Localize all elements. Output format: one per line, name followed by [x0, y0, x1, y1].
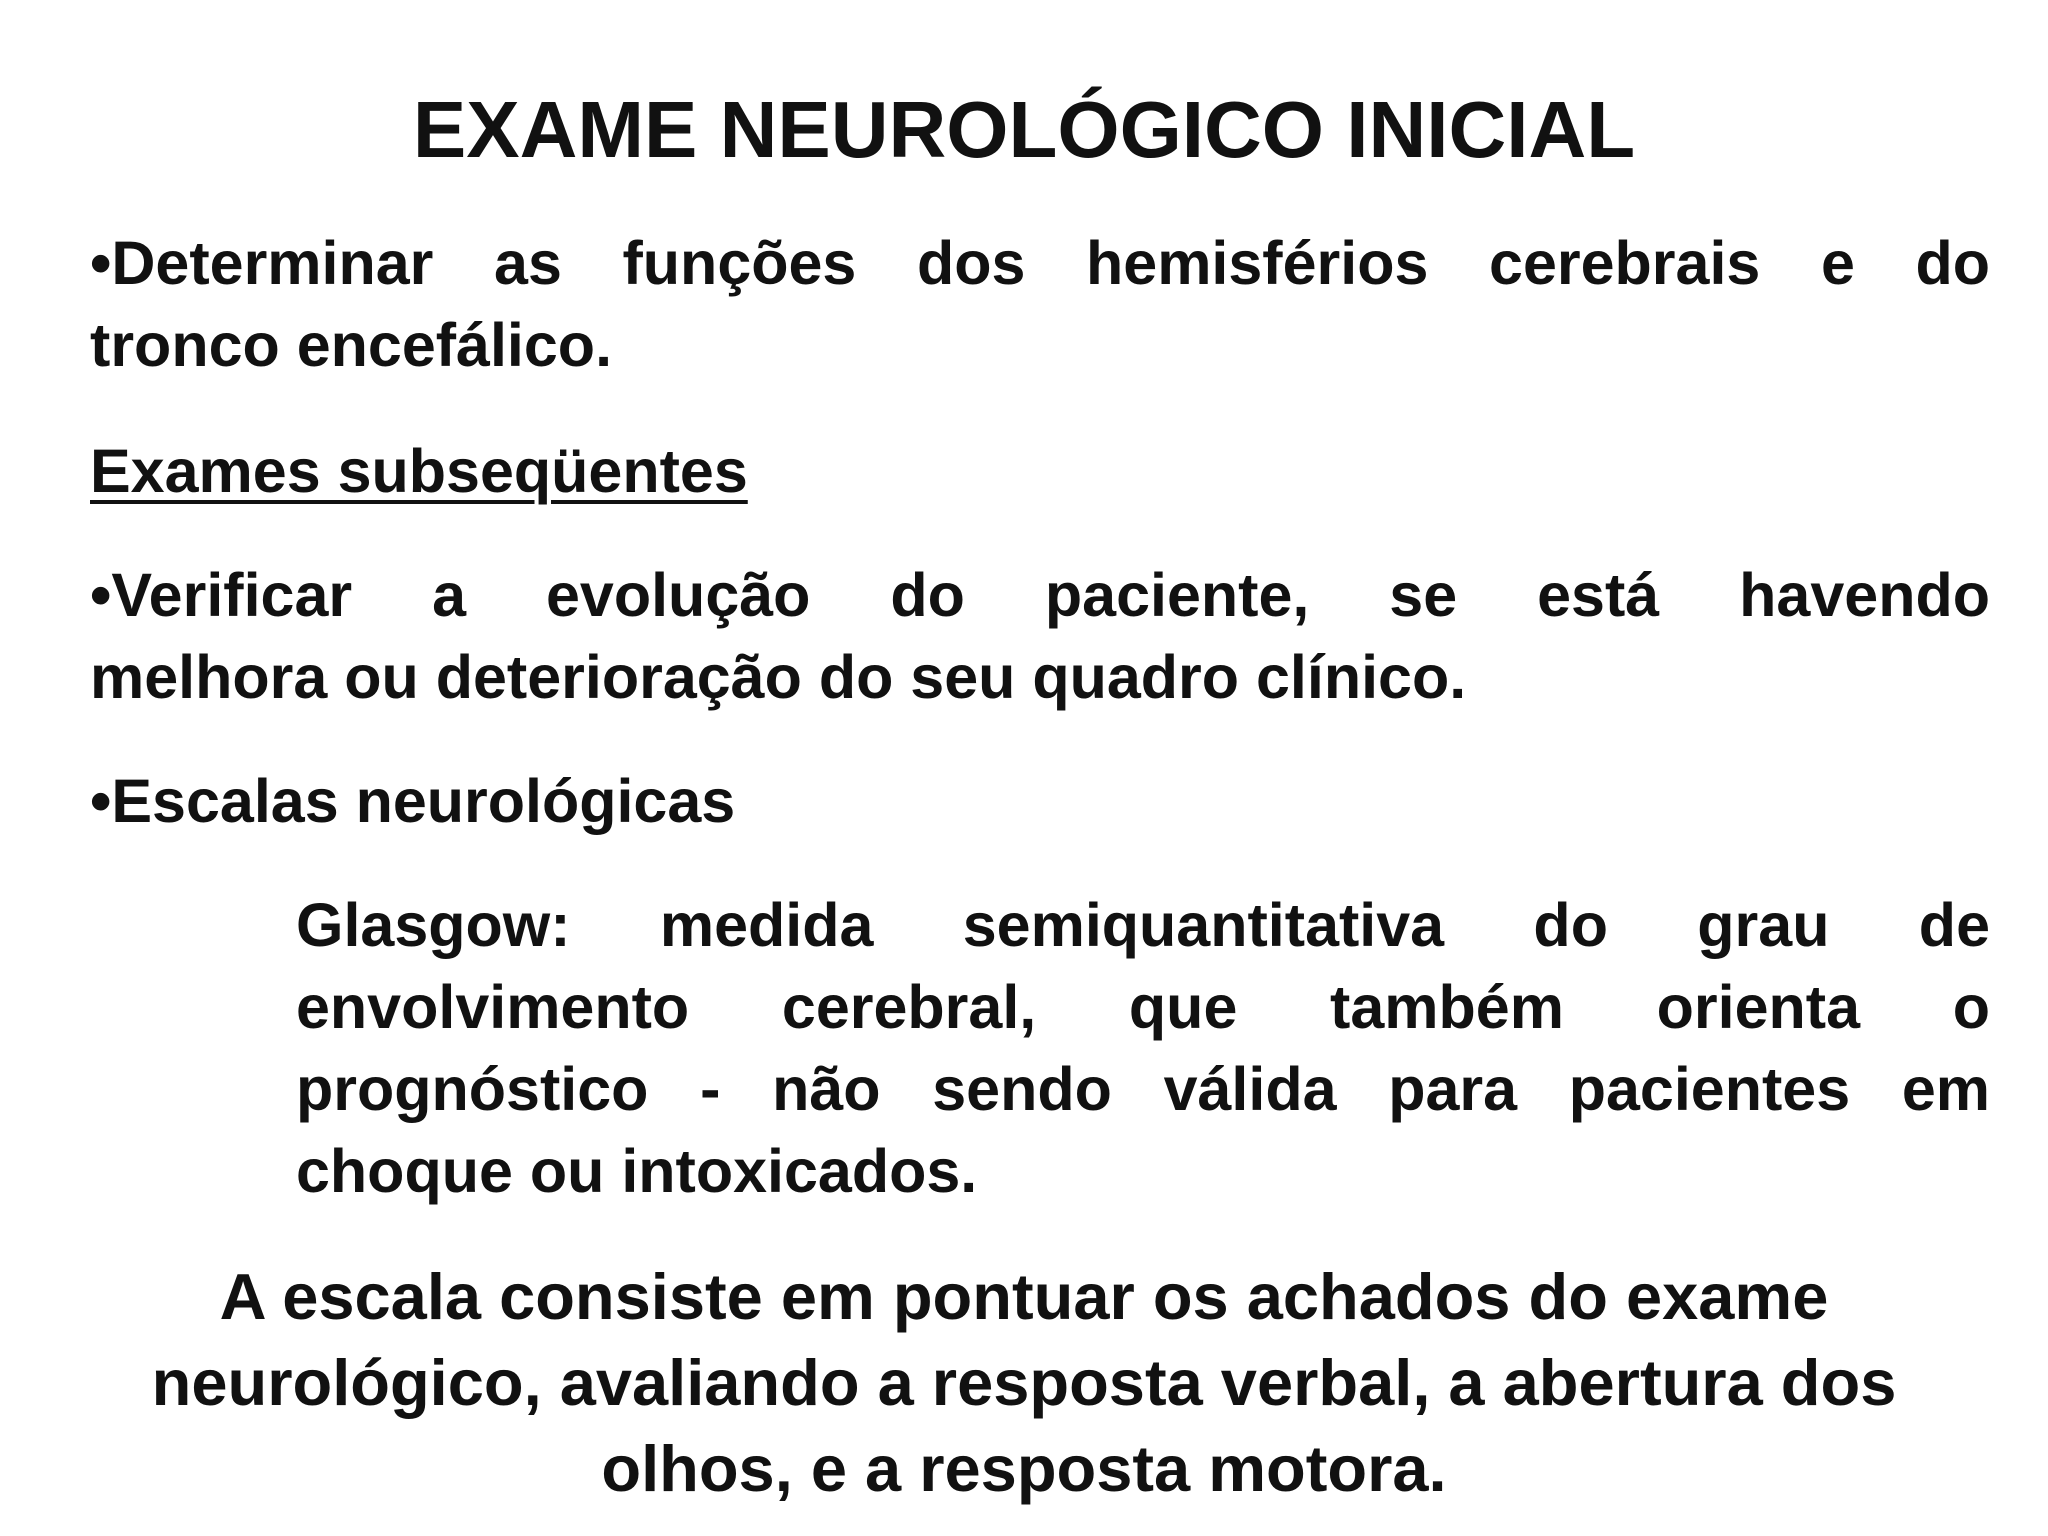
bullet-verificar-line-1: •Verificar a evolução do paciente, se está havendo	[90, 561, 1990, 629]
glasgow-line-4: choque ou intoxicados.	[296, 1137, 978, 1205]
slide-title: EXAME NEUROLÓGICO INICIAL	[412, 85, 1636, 174]
glasgow-description	[296, 884, 1990, 1212]
bullet-verificar-line-2: melhora ou deterioração do seu quadro clínico.	[90, 643, 1467, 711]
bullet-verificar	[90, 554, 1990, 718]
subheading-exames-subsequentes: Exames subseqüentes	[90, 437, 748, 505]
bullet-determinar-line-2: tronco encefálico.	[90, 311, 613, 379]
closing-line-1: A escala consiste em pontuar os achados do exame	[219, 1260, 1829, 1333]
closing-paragraph	[60, 1254, 1988, 1512]
closing-line-2: neurológico, avaliando a resposta verbal, a abertura dos	[151, 1346, 1897, 1419]
glasgow-line-1: Glasgow: medida semiquantitativa do grau de	[296, 891, 1990, 959]
bullet-determinar	[90, 222, 1990, 386]
closing-line-3: olhos, e a resposta motora.	[601, 1432, 1447, 1505]
glasgow-line-2: envolvimento cerebral, que também orienta o	[296, 973, 1990, 1041]
glasgow-line-3: prognóstico - não sendo válida para pacientes em	[296, 1055, 1990, 1123]
bullet-escalas: •Escalas neurológicas	[90, 767, 736, 835]
bullet-determinar-line-1: •Determinar as funções dos hemisférios cerebrais e do	[90, 229, 1990, 297]
